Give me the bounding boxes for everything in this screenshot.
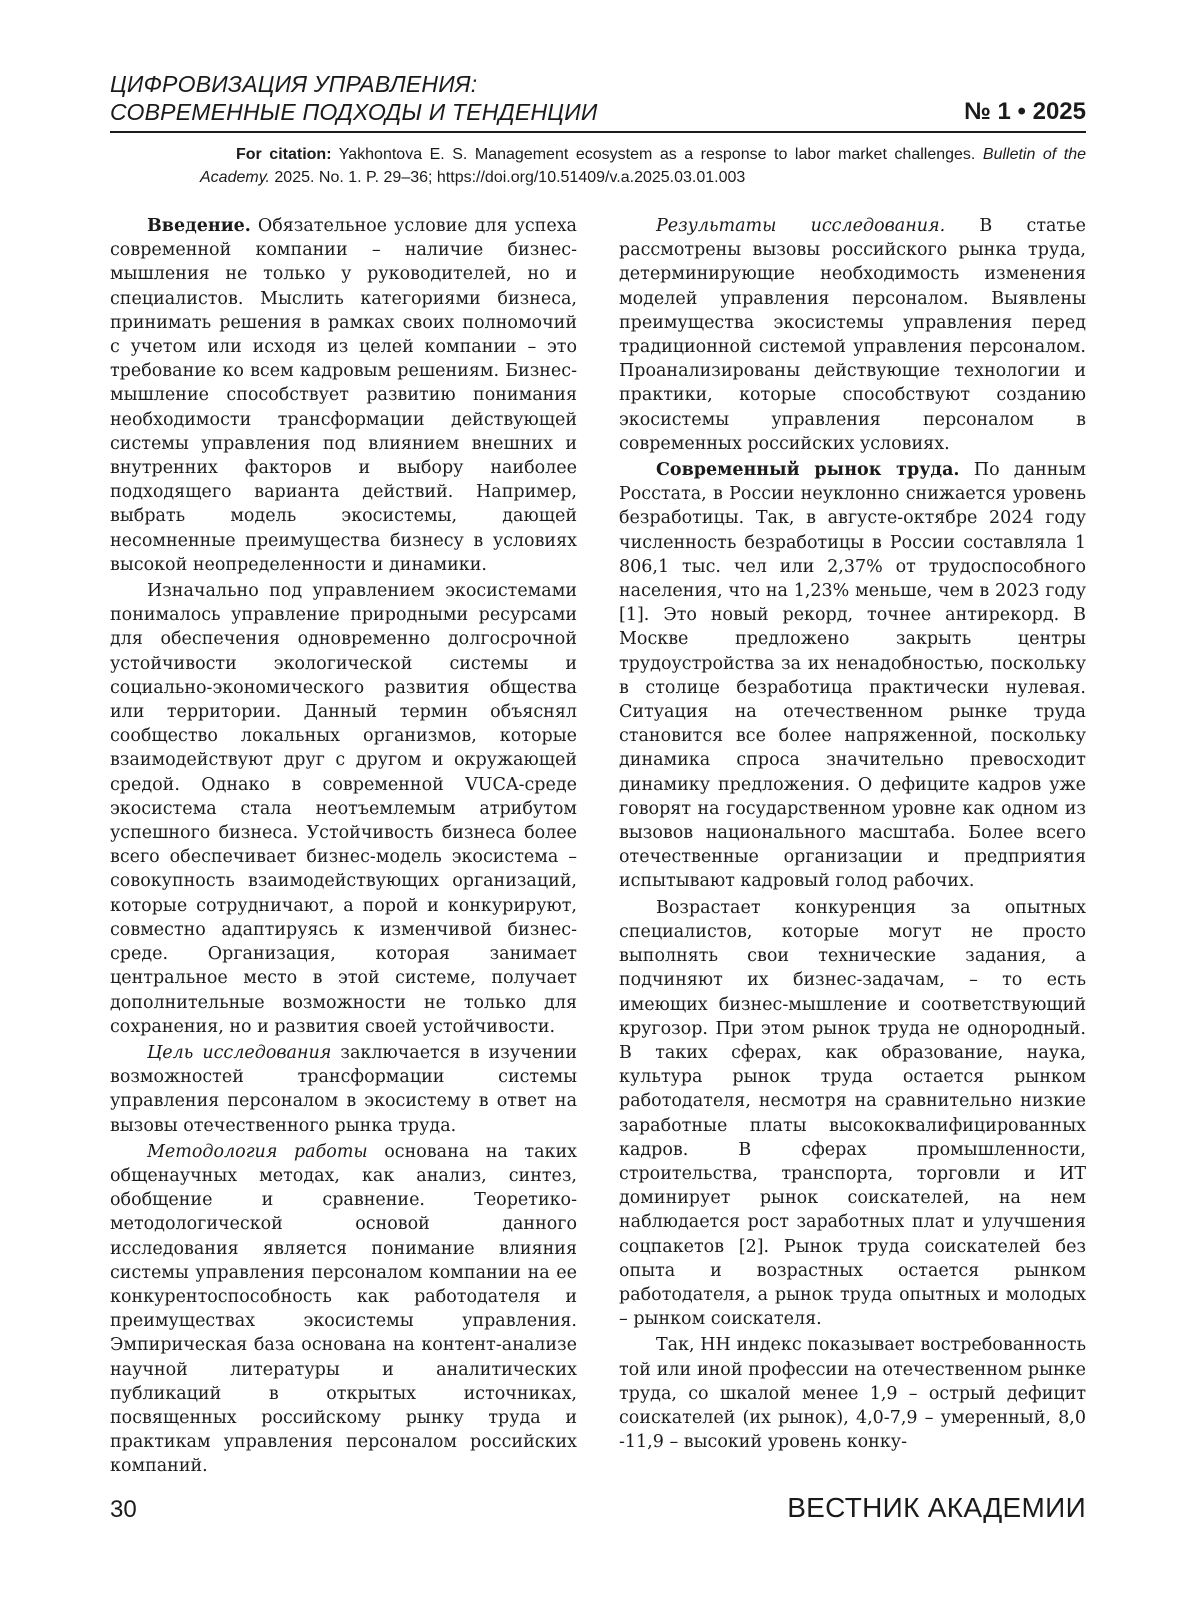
journal-title-line-2: СОВРЕМЕННЫЕ ПОДХОДЫ И ТЕНДЕНЦИИ — [110, 99, 598, 125]
labor-market-heading: Современный рынок труда. — [656, 460, 960, 481]
citation-details: 2025. No. 1. P. 29–36; https://doi.org/10.51409/v.a.2025.03.01.003 — [269, 169, 746, 186]
paragraph-results — [619, 214, 1086, 456]
methodology-heading: Методология работы — [147, 1141, 368, 1162]
results-heading: Результаты исследования. — [656, 216, 946, 236]
issue-number: № 1 • 2025 — [964, 98, 1086, 125]
research-goal-heading: Цель исследования — [147, 1042, 332, 1063]
page-number: 30 — [110, 1496, 137, 1523]
right-column — [619, 214, 1086, 1456]
labor-market-text: По данным Росстата, в России неуклонно снижается уровень безработицы. Так, в августе-октябре 2024 году численность безработицы в России составляла 1 806,1 тыс. чел или 2,37% от трудоспособного населения, что на 1,23% меньше, чем в 2023 году [1]. Это новый рекорд, точнее антирекорд. В Москве предложено закрыть центры трудоустройства за их ненадобностью, поскольку в столице безработица практически нулевая. Ситуация на отечественном рынке труда становится все более напряженной, поскольку динамика спроса значительно превосходит динамику предложения. О дефиците кадров уже говорят на государственном уровне как одном из вызовов национального масштаба. Более всего отечественные организации и предприятия испытывают кадровый голод рабочих. — [619, 460, 1086, 892]
left-column — [110, 214, 577, 1481]
paragraph-research-goal — [110, 1041, 577, 1138]
citation-label: For citation: — [236, 146, 332, 163]
paragraph-hh-index: Так, HH индекс показывает востребованность той или иной профессии на отечественном рынке труда, со шкалой менее 1,9 – острый дефицит соискателей (их рынок), 4,0-7,9 – умеренный, 8,0 -11,9 – высокий уровень конку- — [619, 1335, 1086, 1453]
paragraph-labor-market — [619, 458, 1086, 894]
paragraph-introduction — [110, 214, 577, 577]
results-text: В статье рассмотрены вызовы российского рынка труда, детерминирующие необходимость изменения моделей управления персоналом. Выявлены преимущества экосистемы управления перед традиционной системой управления персоналом. Проанализированы действующие технологии и практики, которые способствуют созданию экосистемы управления персоналом в современных российских условиях. — [619, 216, 1086, 454]
footer-journal-name: ВЕСТНИК АКАДЕМИИ — [787, 1492, 1086, 1523]
citation-text: Yakhontova E. S. Management ecosystem as a response to labor market challenges. — [331, 146, 983, 163]
paragraph-ecosystem-origin: Изначально под управлением экосистемами понималось управление природными ресурсами для обеспечения одновременно долгосрочной устойчивости экологической системы и социально-экономического развития общества или территории. Данный термин объяснял сообщество локальных организмов, которые взаимодействуют друг с другом и окружающей средой. Однако в современной VUCA-среде экосистема стала неотъемлемым атрибутом успешного бизнеса. Устойчивость бизнеса более всего обеспечивает бизнес-модель экосистема – совокупность взаимодействующих организаций, которые сотрудничают, а порой и конкурируют, совместно адаптируясь к изменчивой бизнес-среде. Организация, которая занимает центральное место в этой системе, получает дополнительные возможности не только для сохранения, но и развития своей устойчивости. — [110, 581, 577, 1037]
introduction-heading: Введение. — [147, 216, 251, 236]
journal-section-title — [110, 70, 810, 126]
journal-title-line-1: ЦИФРОВИЗАЦИЯ УПРАВЛЕНИЯ: — [110, 71, 478, 97]
research-goal-text: заключается в изучении возможностей трансформации системы управления персоналом в экосистему в ответ на вызовы отечественного рынка труда. — [110, 1042, 577, 1136]
introduction-text: Обязательное условие для успеха современной компании – наличие бизнес-мышления не только у руководителей, но и специалистов. Мыслить категориями бизнеса, принимать решения в рамках своих полномочий с учетом или исходя из целей компании – это требование ко всем кадровым решениям. Бизнес-мышление способствует развитию понимания необходимости трансформации действующей системы управления под влиянием внешних и внутренних факторов и выбору наиболее подходящего варианта действий. Например, выбрать модель экосистемы, дающей несомненные преимущества бизнесу в условиях высокой неопределенности и динамики. — [110, 216, 577, 575]
paragraph-competition: Возрастает конкуренция за опытных специалистов, которые могут не просто выполнять свои технические задания, а подчиняют их бизнес-задачам, – то есть имеющих бизнес-мышление и соответствующий кругозор. При этом рынок труда не однородный. В таких сферах, как образование, наука, культура рынок труда остается рынком работодателя, несмотря на сравнительно низкие заработные платы высококвалифицированных кадров. В сферах промышленности, строительства, транспорта, торговли и ИТ доминирует рынок соискателей, на нем наблюдается рост заработных плат и улучшения соцпакетов [2]. Рынок труда соискателей без опыта и возрастных остается рынком работодателя, а рынок труда опытных и молодых – рынком соискателя. — [619, 897, 1086, 1330]
methodology-text: основана на таких общенаучных методах, как анализ, синтез, обобщение и сравнение. Теоретико-методологической основой данного исследования является понимание влияния системы управления персоналом компании на ее конкурентоспособность как работодателя и преимуществах экосистемы управления. Эмпирическая база основана на контент-анализе научной литературы и аналитических публикаций в открытых источниках, посвященных российскому рынку труда и практикам управления персоналом российских компаний. — [110, 1141, 577, 1477]
paragraph-methodology — [110, 1140, 577, 1479]
citation-journal: Bulletin of the Academy. — [200, 146, 1087, 186]
citation-block — [200, 143, 1086, 189]
header-divider — [110, 131, 1086, 133]
